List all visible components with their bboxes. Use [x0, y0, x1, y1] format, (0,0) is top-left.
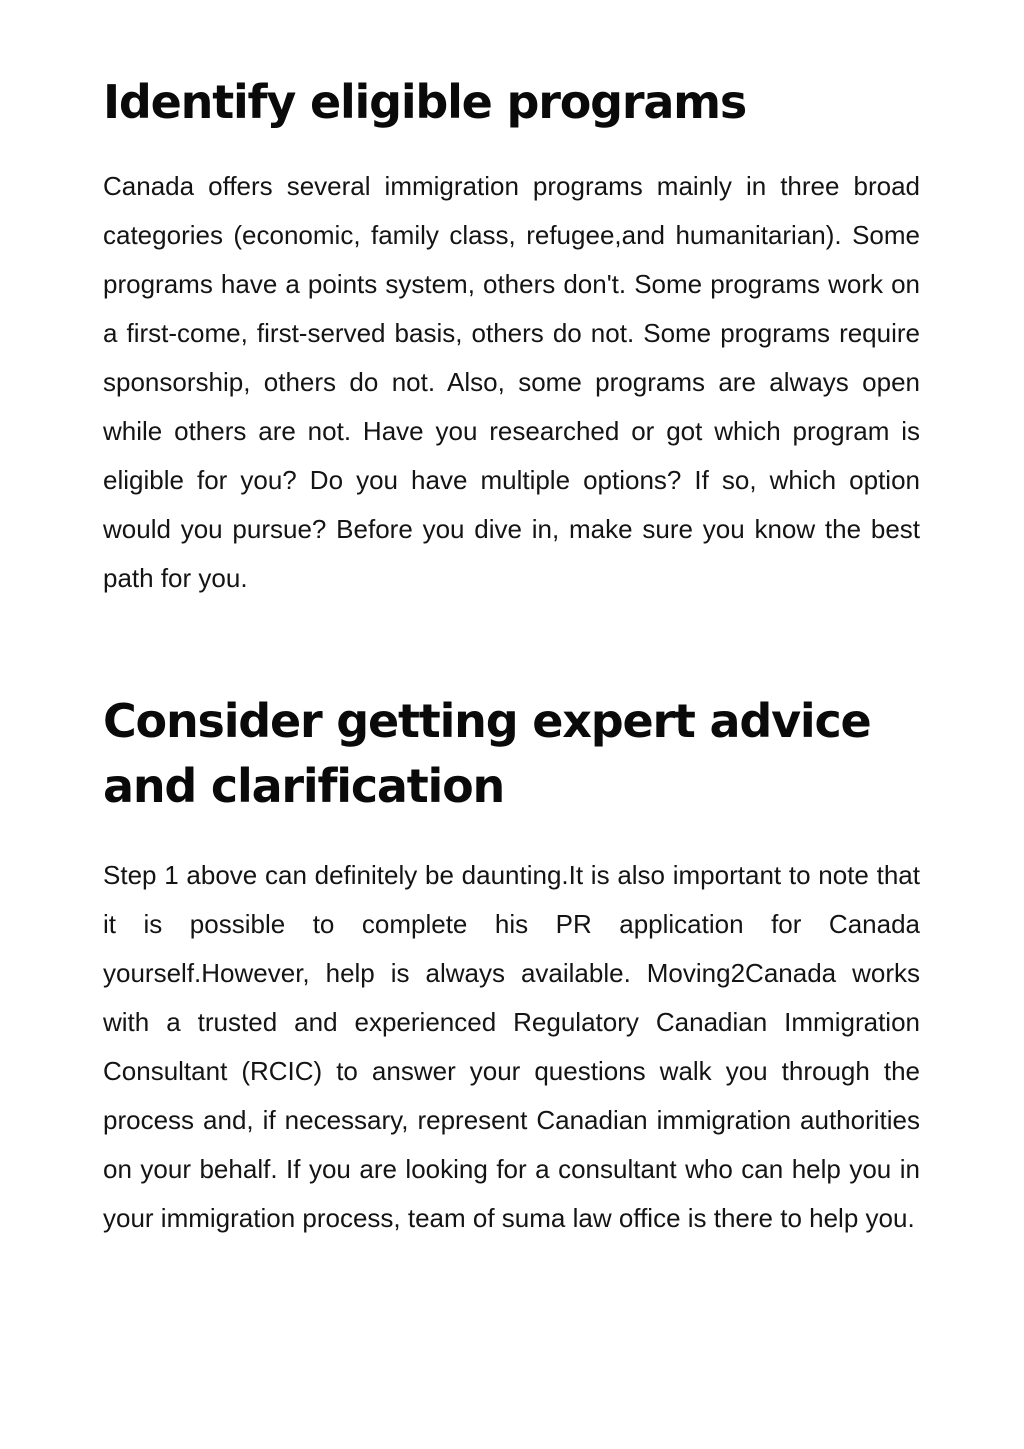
section-body-expert-advice: Step 1 above can definitely be daunting.It is also important to note that it is possible to complete his PR application for Canada yourself.However, help is always available. Moving2Canada works with a trusted and experienced Regulatory Canadian Immigration Consultant (RCIC) to answer your questions walk you through the process and, if necessary, represent Canadian immigration authorities on your behalf. If you are looking for a consultant who can help you in your immigration process, team of suma law office is there to help you.	[103, 860, 920, 1233]
section-body-eligible-programs: Canada offers several immigration programs mainly in three broad categories (economic, family class, refugee,and humanitarian). Some programs have a points system, others don't. Some programs work on a first-come, first-served basis, others do not. Some programs require sponsorship, others do not. Also, some programs are always open while others are not. Have you researched or got which program is eligible for you? Do you have multiple options? If so, which option would you pursue? Before you dive in, make sure you know the best path for you.	[103, 171, 920, 593]
section-heading-eligible-programs: Identify eligible programs	[103, 75, 747, 129]
section-heading-expert-advice: Consider getting expert advice and clarification	[103, 694, 871, 813]
